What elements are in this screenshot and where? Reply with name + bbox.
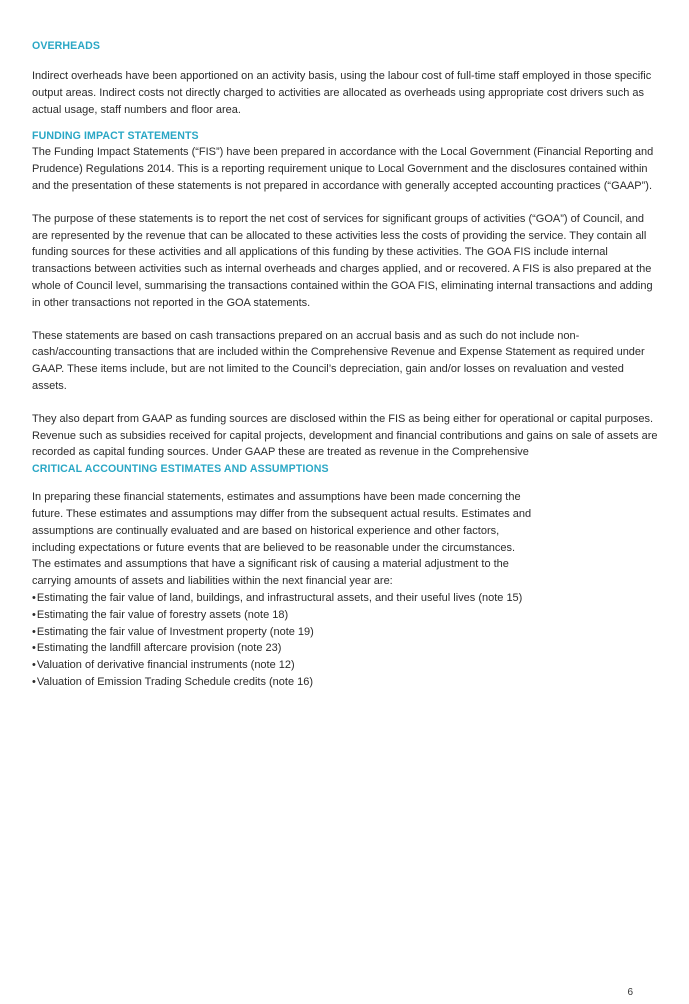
critical-estimates-heading: CRITICAL ACCOUNTING ESTIMATES AND ASSUMPTIONS (32, 463, 329, 476)
critical-paragraph-1: In preparing these financial statements, estimates and assumptions have been made concerning the future. These estimates and assumptions may differ from the subsequent actual results. Estimates and assumptions are continually evaluated and are based on historical experience and other factors, including expectations or future events that are believed to be reasonable under the circumstances. (32, 491, 532, 554)
page-number: 6 (627, 987, 633, 998)
list-item: • Estimating the fair value of Investment property (note 19) (32, 624, 658, 641)
funding-impact-statements-heading: FUNDING IMPACT STATEMENTS (32, 130, 199, 143)
fis-paragraph-4: They also depart from GAAP as funding sources are disclosed within the FIS as being either for operational or capital purposes. Revenue such as subsidies received for capital projects, development and financial contributions and gains on sale of assets are recorded as capital funding sources. Under GAAP these are treated as revenue in the Comprehensive (32, 412, 658, 459)
estimates-list (32, 590, 658, 691)
list-item: • Estimating the fair value of forestry assets (note 18) (32, 607, 658, 624)
critical-paragraph-2: The estimates and assumptions that have a significant risk of causing a material adjustment to the carrying amounts of assets and liabilities within the next financial year are: (32, 558, 509, 588)
fis-paragraph-2: The purpose of these statements is to report the net cost of services for significant groups of activities (“GOA”) of Council, and are represented by the revenue that can be allocated to these activities less the costs of providing the service. They contain all funding sources for these activities and all applications of this funding by these activities. The GOA FIS include internal transactions between activities such as internal overheads and charges applied, and or recovered. A FIS is also prepared at the whole of Council level, summarising the transactions contained within the GOA FIS, eliminating internal transactions and adding in other transactions not reported in the GOA statements. (32, 212, 653, 309)
overheads-paragraph: Indirect overheads have been apportioned on an activity basis, using the labour cost of full-time staff employed in those specific output areas. Indirect costs not directly charged to activities are allocated as overheads using appropriate cost drivers such as actual usage, staff numbers and floor area. (32, 70, 652, 116)
critical-estimates-body (32, 489, 542, 590)
fis-paragraph-3: These statements are based on cash transactions prepared on an accrual basis and as such do not include non-cash/accounting transactions that are included within the Comprehensive Revenue and Expense Statement as required under GAAP. These items include, but are not limited to the Council’s depreciation, gain and/or losses on revaluation and vested assets. (32, 329, 645, 392)
overheads-heading: OVERHEADS (32, 40, 101, 52)
list-item: • Valuation of derivative financial instruments (note 12) (32, 657, 658, 674)
document-page (32, 38, 658, 691)
fis-paragraph-1: The Funding Impact Statements (“FIS”) have been prepared in accordance with the Local Government (Financial Reporting and Prudence) Regulations 2014. This is a reporting requirement unique to Local Government and the disclosures contained within and the presentation of these statements is not prepared in accordance with generally accepted accounting practices (“GAAP”). (32, 146, 654, 192)
list-item: • Estimating the fair value of land, buildings, and infrastructural assets, and their useful lives (note 15) (32, 590, 658, 607)
list-item: • Valuation of Emission Trading Schedule credits (note 16) (32, 674, 658, 691)
list-item: • Estimating the landfill aftercare provision (note 23) (32, 640, 658, 657)
